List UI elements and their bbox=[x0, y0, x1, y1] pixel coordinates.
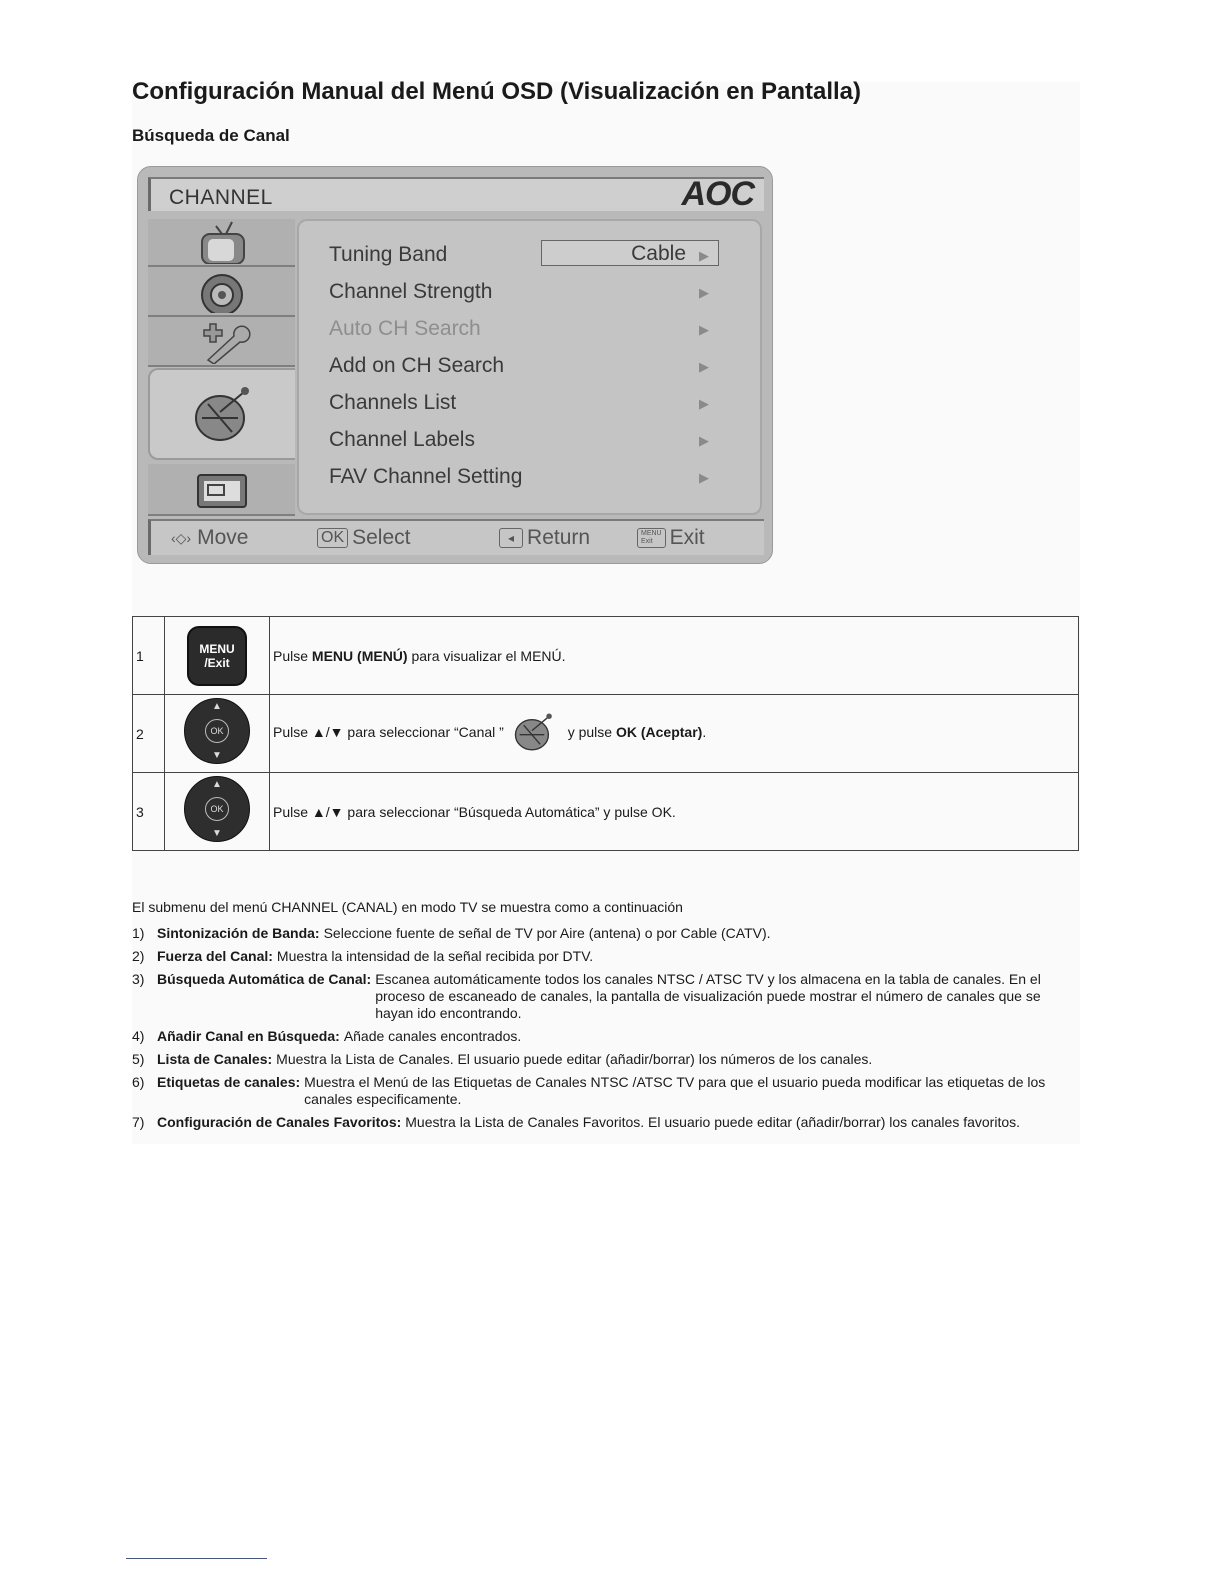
step-number: 2 bbox=[133, 695, 165, 773]
aoc-logo: AOC bbox=[681, 175, 754, 213]
tuning-band-value-text: Cable bbox=[631, 242, 686, 265]
step-number: 3 bbox=[133, 773, 165, 851]
menu-item-label: Channels List bbox=[329, 391, 457, 414]
item-definition: Muestra la Lista de Canales Favoritos. El usuario puede editar (añadir/borrar) los canales favoritos. bbox=[405, 1114, 1021, 1130]
menu-item-channels-list[interactable] bbox=[329, 391, 729, 421]
ok-button-icon: OK bbox=[205, 797, 229, 821]
list-item bbox=[132, 1114, 1079, 1131]
step-text-pre: Pulse bbox=[273, 647, 312, 664]
chevron-right-icon: ▶ bbox=[699, 322, 709, 337]
item-number: 3) bbox=[132, 971, 145, 987]
select-label: Select bbox=[352, 526, 411, 549]
menu-button-line1: MENU bbox=[199, 641, 235, 656]
page-title: Configuración Manual del Menú OSD (Visualización en Pantalla) bbox=[132, 78, 861, 105]
step-icon-cell bbox=[165, 617, 270, 695]
chevron-right-icon: ▶ bbox=[699, 470, 709, 485]
item-term: Búsqueda Automática de Canal: bbox=[157, 971, 372, 987]
step-text-pre: Pulse ▲/▼ para seleccionar “Canal ” bbox=[273, 724, 504, 741]
satellite-icon[interactable] bbox=[148, 368, 295, 460]
select-hint bbox=[317, 526, 411, 550]
footnote-divider bbox=[126, 1558, 267, 1559]
chevron-right-icon: ▶ bbox=[699, 433, 709, 448]
up-arrow-icon: ▲ bbox=[212, 779, 222, 790]
osd-header bbox=[148, 177, 764, 211]
item-term: Fuerza del Canal: bbox=[157, 948, 273, 964]
item-definition: Muestra la Lista de Canales. El usuario puede editar (añadir/borrar) los números de los canales. bbox=[276, 1051, 873, 1067]
item-number: 4) bbox=[132, 1028, 145, 1044]
steps-table bbox=[132, 616, 1079, 851]
menu-item-fav-channel-setting[interactable] bbox=[329, 465, 729, 495]
table-row bbox=[133, 695, 1079, 773]
up-arrow-icon: ▲ bbox=[212, 701, 222, 712]
menu-key-text: MENU bbox=[641, 530, 662, 537]
step-text-mid: y pulse bbox=[563, 724, 616, 741]
step-icon-cell bbox=[165, 773, 270, 851]
move-hint bbox=[171, 526, 248, 550]
pip-icon[interactable] bbox=[148, 464, 295, 516]
exit-hint bbox=[637, 526, 705, 550]
satellite-icon bbox=[510, 709, 558, 758]
exit-key-text: Exit bbox=[641, 538, 653, 545]
item-definition: Seleccione fuente de señal de TV por Aire (antena) o por Cable (CATV). bbox=[323, 925, 771, 941]
step-text-post: para visualizar el MENÚ. bbox=[407, 647, 566, 664]
item-definition: Muestra el Menú de las Etiquetas de Canales NTSC /ATSC TV para que el usuario pueda modificar las etiquetas de los canales especificamente. bbox=[304, 1074, 1046, 1107]
osd-footer bbox=[148, 519, 764, 555]
section-title: Búsqueda de Canal bbox=[132, 126, 290, 145]
step-text bbox=[270, 617, 1079, 695]
menu-exit-key-icon bbox=[637, 528, 666, 548]
move-label: Move bbox=[197, 526, 249, 549]
list-item bbox=[132, 1051, 1079, 1068]
step-text bbox=[270, 695, 1079, 773]
menu-item-label: Tuning Band bbox=[329, 243, 448, 266]
menu-exit-button-icon bbox=[187, 626, 247, 686]
item-definition: Escanea automáticamente todos los canales NTSC / ATSC TV y los almacena en la tabla de canales. En el proceso de escaneado de canales, la pantalla de visualización puede mostrar el número de canales que se hayan ido encontrando. bbox=[375, 971, 1041, 1021]
return-label: Return bbox=[527, 526, 591, 549]
step-text-post: . bbox=[702, 724, 707, 741]
return-hint bbox=[499, 526, 590, 550]
menu-item-label: Add on CH Search bbox=[329, 354, 505, 377]
item-number: 5) bbox=[132, 1051, 145, 1067]
list-item bbox=[132, 948, 1079, 965]
menu-item-label: Channel Strength bbox=[329, 280, 493, 303]
chevron-right-icon: ▶ bbox=[699, 248, 709, 263]
menu-item-add-on-ch-search[interactable] bbox=[329, 354, 729, 384]
table-row bbox=[133, 617, 1079, 695]
step-text-bold: MENU (MENÚ) bbox=[311, 647, 408, 664]
item-number: 1) bbox=[132, 925, 145, 941]
speaker-icon[interactable] bbox=[148, 267, 295, 317]
list-item bbox=[132, 925, 1079, 942]
menu-item-channel-labels[interactable] bbox=[329, 428, 729, 458]
menu-item-label: Channel Labels bbox=[329, 428, 475, 451]
menu-item-auto-ch-search[interactable] bbox=[329, 317, 729, 347]
navigate-arrows-icon: ‹◇› bbox=[171, 529, 192, 546]
dpad-icon bbox=[184, 698, 250, 764]
item-term: Añadir Canal en Búsqueda: bbox=[157, 1028, 340, 1044]
item-definition: Muestra la intensidad de la señal recibida por DTV. bbox=[276, 948, 594, 964]
exit-label: Exit bbox=[669, 526, 705, 549]
tuning-band-value[interactable] bbox=[541, 240, 719, 266]
tv-icon[interactable] bbox=[148, 219, 295, 267]
submenu-intro: El submenu del menú CHANNEL (CANAL) en modo TV se muestra como a continuación bbox=[132, 899, 683, 915]
menu-button-line2: /Exit bbox=[204, 655, 230, 670]
step-number: 1 bbox=[133, 617, 165, 695]
chevron-right-icon: ▶ bbox=[699, 285, 709, 300]
chevron-right-icon: ▶ bbox=[699, 359, 709, 374]
osd-menu bbox=[137, 166, 773, 564]
item-number: 6) bbox=[132, 1074, 145, 1090]
table-row bbox=[133, 773, 1079, 851]
item-term: Sintonización de Banda: bbox=[157, 925, 320, 941]
osd-content-panel bbox=[297, 219, 762, 515]
menu-item-label: Auto CH Search bbox=[329, 317, 481, 340]
item-term: Configuración de Canales Favoritos: bbox=[157, 1114, 402, 1130]
submenu-description-list bbox=[132, 925, 1079, 1137]
item-term: Lista de Canales: bbox=[157, 1051, 273, 1067]
item-term: Etiquetas de canales: bbox=[157, 1074, 301, 1090]
list-item bbox=[132, 971, 1079, 1022]
step-text: Pulse ▲/▼ para seleccionar “Búsqueda Automática” y pulse OK. bbox=[270, 773, 1079, 851]
menu-item-tuning-band[interactable] bbox=[329, 243, 729, 273]
dpad-icon bbox=[184, 776, 250, 842]
step-icon-cell bbox=[165, 695, 270, 773]
item-number: 7) bbox=[132, 1114, 145, 1130]
ok-key-icon: OK bbox=[317, 528, 348, 548]
step-text-bold: OK (Aceptar) bbox=[615, 724, 703, 741]
menu-item-channel-strength[interactable] bbox=[329, 280, 729, 310]
ok-button-icon: OK bbox=[205, 719, 229, 743]
return-key-icon: ◂ bbox=[499, 528, 523, 548]
down-arrow-icon: ▼ bbox=[212, 750, 222, 761]
item-number: 2) bbox=[132, 948, 145, 964]
chevron-right-icon: ▶ bbox=[699, 396, 709, 411]
settings-icon[interactable] bbox=[148, 317, 295, 367]
item-definition: Añade canales encontrados. bbox=[343, 1028, 522, 1044]
down-arrow-icon: ▼ bbox=[212, 828, 222, 839]
list-item bbox=[132, 1074, 1079, 1108]
osd-header-title: CHANNEL bbox=[169, 186, 273, 209]
menu-item-label: FAV Channel Setting bbox=[329, 465, 523, 488]
list-item bbox=[132, 1028, 1079, 1045]
